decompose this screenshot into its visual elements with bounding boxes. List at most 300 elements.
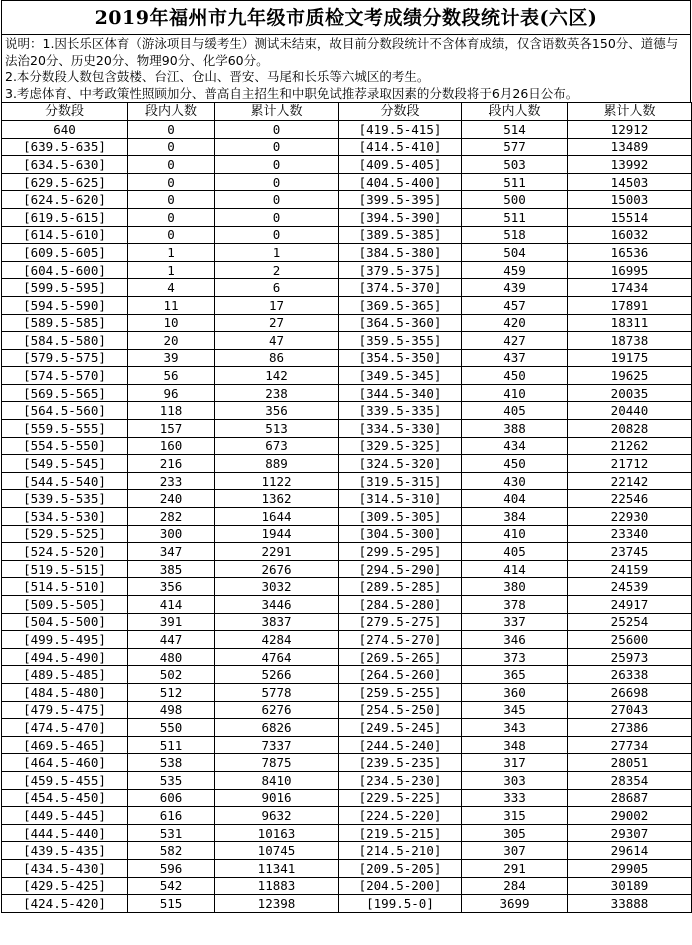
table-row [2,895,692,913]
cell-cumulative-right: 30189 [568,877,692,895]
cell-score-range-right: [284.5-280] [339,596,462,614]
cell-cumulative-left: 5778 [215,683,339,701]
cell-count-right: 439 [462,279,568,297]
header-cumulative-left: 累计人数 [215,103,339,121]
cell-cumulative-right: 15514 [568,208,692,226]
cell-count-left: 391 [128,613,215,631]
cell-cumulative-left: 0 [215,156,339,174]
cell-cumulative-left: 1122 [215,472,339,490]
cell-cumulative-right: 22546 [568,490,692,508]
cell-score-range-right: [394.5-390] [339,208,462,226]
cell-score-range-left: [494.5-490] [2,648,128,666]
cell-cumulative-right: 20035 [568,384,692,402]
table-row [2,138,692,156]
cell-count-right: 365 [462,666,568,684]
cell-score-range-right: [339.5-335] [339,402,462,420]
cell-cumulative-right: 21712 [568,455,692,473]
cell-count-left: 20 [128,332,215,350]
cell-count-left: 56 [128,367,215,385]
cell-cumulative-left: 9632 [215,807,339,825]
cell-count-right: 373 [462,648,568,666]
cell-score-range-right: [209.5-205] [339,859,462,877]
cell-cumulative-right: 20440 [568,402,692,420]
cell-cumulative-right: 29307 [568,824,692,842]
cell-cumulative-left: 0 [215,208,339,226]
cell-count-right: 337 [462,613,568,631]
cell-cumulative-right: 17434 [568,279,692,297]
cell-count-left: 160 [128,437,215,455]
cell-score-range-right: [229.5-225] [339,789,462,807]
cell-score-range-right: [329.5-325] [339,437,462,455]
cell-cumulative-right: 26698 [568,683,692,701]
cell-count-left: 216 [128,455,215,473]
cell-count-left: 535 [128,771,215,789]
cell-cumulative-left: 10745 [215,842,339,860]
cell-score-range-left: [624.5-620] [2,191,128,209]
cell-cumulative-left: 2 [215,261,339,279]
cell-score-range-left: [454.5-450] [2,789,128,807]
table-row [2,208,692,226]
cell-count-left: 96 [128,384,215,402]
header-cumulative-right: 累计人数 [568,103,692,121]
cell-score-range-right: [349.5-345] [339,367,462,385]
cell-count-left: 515 [128,895,215,913]
cell-score-range-left: [484.5-480] [2,683,128,701]
cell-cumulative-left: 4284 [215,631,339,649]
table-row [2,648,692,666]
table-row [2,613,692,631]
cell-count-right: 291 [462,859,568,877]
note-line: 2.本分数段人数包含鼓楼、台江、仓山、晋安、马尾和长乐等六城区的考生。 [5,69,430,85]
cell-score-range-left: [544.5-540] [2,472,128,490]
table-row [2,807,692,825]
cell-cumulative-left: 2291 [215,543,339,561]
cell-cumulative-left: 9016 [215,789,339,807]
cell-cumulative-left: 889 [215,455,339,473]
cell-score-range-right: [219.5-215] [339,824,462,842]
cell-score-range-right: [249.5-245] [339,719,462,737]
cell-count-left: 0 [128,191,215,209]
table-row [2,578,692,596]
cell-score-range-right: [309.5-305] [339,508,462,526]
cell-count-left: 1 [128,261,215,279]
cell-count-left: 511 [128,736,215,754]
cell-count-left: 240 [128,490,215,508]
cell-cumulative-left: 2676 [215,560,339,578]
cell-cumulative-left: 12398 [215,895,339,913]
table-row [2,824,692,842]
cell-count-right: 404 [462,490,568,508]
table-row [2,859,692,877]
cell-score-range-right: [279.5-275] [339,613,462,631]
cell-count-right: 3699 [462,895,568,913]
cell-score-range-left: [629.5-625] [2,173,128,191]
cell-score-range-right: [199.5-0] [339,895,462,913]
cell-count-right: 459 [462,261,568,279]
cell-score-range-right: [324.5-320] [339,455,462,473]
table-row [2,683,692,701]
cell-score-range-left: [504.5-500] [2,613,128,631]
cell-cumulative-left: 4764 [215,648,339,666]
cell-score-range-right: [269.5-265] [339,648,462,666]
cell-count-left: 1 [128,244,215,262]
cell-cumulative-right: 16536 [568,244,692,262]
cell-count-right: 343 [462,719,568,737]
cell-count-left: 606 [128,789,215,807]
cell-score-range-right: [389.5-385] [339,226,462,244]
table-row [2,719,692,737]
cell-score-range-left: [514.5-510] [2,578,128,596]
table-row [2,560,692,578]
table-row [2,437,692,455]
cell-cumulative-left: 6276 [215,701,339,719]
cell-score-range-left: [609.5-605] [2,244,128,262]
cell-score-range-right: [204.5-200] [339,877,462,895]
cell-count-right: 410 [462,384,568,402]
cell-count-right: 305 [462,824,568,842]
cell-count-right: 504 [462,244,568,262]
cell-count-right: 450 [462,367,568,385]
cell-score-range-right: [334.5-330] [339,420,462,438]
cell-cumulative-left: 3837 [215,613,339,631]
table-row [2,543,692,561]
cell-score-range-right: [419.5-415] [339,120,462,138]
cell-count-right: 427 [462,332,568,350]
cell-score-range-left: [434.5-430] [2,859,128,877]
cell-count-left: 39 [128,349,215,367]
page-title: 2019年福州市九年级市质检文考成绩分数段统计表(六区) [1,0,691,34]
note-line: 3.考虑体育、中考政策性照顾加分、普高自主招生和中职免试推荐录取因素的分数段将于6月26日公布。 [5,85,579,101]
cell-count-left: 10 [128,314,215,332]
cell-cumulative-right: 19625 [568,367,692,385]
cell-score-range-left: [614.5-610] [2,226,128,244]
table-row [2,244,692,262]
cell-cumulative-left: 86 [215,349,339,367]
cell-cumulative-right: 24917 [568,596,692,614]
cell-count-right: 500 [462,191,568,209]
cell-score-range-right: [384.5-380] [339,244,462,262]
cell-cumulative-right: 14503 [568,173,692,191]
header-count-left: 段内人数 [128,103,215,121]
cell-count-right: 457 [462,296,568,314]
cell-score-range-left: [584.5-580] [2,332,128,350]
cell-count-right: 345 [462,701,568,719]
cell-count-left: 502 [128,666,215,684]
cell-score-range-left: [464.5-460] [2,754,128,772]
cell-cumulative-right: 23745 [568,543,692,561]
table-row [2,508,692,526]
cell-count-right: 303 [462,771,568,789]
cell-cumulative-right: 23340 [568,525,692,543]
cell-count-left: 512 [128,683,215,701]
table-row [2,736,692,754]
cell-cumulative-left: 6826 [215,719,339,737]
cell-score-range-right: [244.5-240] [339,736,462,754]
cell-score-range-right: [299.5-295] [339,543,462,561]
cell-score-range-left: [459.5-455] [2,771,128,789]
cell-cumulative-left: 5266 [215,666,339,684]
cell-score-range-right: [274.5-270] [339,631,462,649]
cell-score-range-right: [354.5-350] [339,349,462,367]
cell-score-range-left: [549.5-545] [2,455,128,473]
cell-score-range-left: [534.5-530] [2,508,128,526]
cell-count-right: 405 [462,543,568,561]
cell-score-range-right: [364.5-360] [339,314,462,332]
cell-score-range-left: [539.5-535] [2,490,128,508]
table-row [2,367,692,385]
cell-cumulative-left: 17 [215,296,339,314]
cell-count-right: 333 [462,789,568,807]
cell-score-range-right: [369.5-365] [339,296,462,314]
table-row [2,490,692,508]
cell-cumulative-right: 16032 [568,226,692,244]
cell-cumulative-right: 25600 [568,631,692,649]
header-count-right: 段内人数 [462,103,568,121]
cell-score-range-right: [359.5-355] [339,332,462,350]
cell-score-range-left: [424.5-420] [2,895,128,913]
cell-cumulative-right: 27386 [568,719,692,737]
table-row [2,754,692,772]
cell-count-right: 430 [462,472,568,490]
cell-count-left: 0 [128,138,215,156]
cell-cumulative-right: 21262 [568,437,692,455]
cell-count-left: 596 [128,859,215,877]
cell-count-left: 0 [128,173,215,191]
cell-count-left: 498 [128,701,215,719]
cell-count-right: 284 [462,877,568,895]
table-row [2,402,692,420]
cell-cumulative-left: 238 [215,384,339,402]
cell-cumulative-right: 33888 [568,895,692,913]
cell-cumulative-right: 27734 [568,736,692,754]
notes-block [1,34,691,102]
cell-count-left: 233 [128,472,215,490]
cell-score-range-left: [429.5-425] [2,877,128,895]
table-row [2,261,692,279]
cell-score-range-left: [569.5-565] [2,384,128,402]
cell-cumulative-left: 1944 [215,525,339,543]
cell-count-right: 434 [462,437,568,455]
cell-count-right: 360 [462,683,568,701]
cell-count-left: 0 [128,156,215,174]
cell-count-right: 450 [462,455,568,473]
cell-score-range-right: [379.5-375] [339,261,462,279]
cell-cumulative-left: 10163 [215,824,339,842]
cell-count-left: 531 [128,824,215,842]
cell-score-range-left: [604.5-600] [2,261,128,279]
cell-score-range-left: [559.5-555] [2,420,128,438]
table-row [2,701,692,719]
cell-cumulative-right: 25973 [568,648,692,666]
cell-count-right: 577 [462,138,568,156]
cell-score-range-right: [289.5-285] [339,578,462,596]
cell-cumulative-right: 19175 [568,349,692,367]
cell-score-range-right: [254.5-250] [339,701,462,719]
cell-score-range-left: [474.5-470] [2,719,128,737]
cell-cumulative-left: 27 [215,314,339,332]
table-body [2,120,692,912]
cell-cumulative-right: 12912 [568,120,692,138]
cell-count-right: 346 [462,631,568,649]
score-table [1,102,692,912]
cell-count-left: 542 [128,877,215,895]
cell-score-range-right: [344.5-340] [339,384,462,402]
table-row [2,156,692,174]
table-row [2,472,692,490]
header-score-range-left: 分数段 [2,103,128,121]
cell-count-left: 356 [128,578,215,596]
cell-cumulative-right: 18311 [568,314,692,332]
cell-count-left: 0 [128,208,215,226]
cell-score-range-right: [414.5-410] [339,138,462,156]
cell-score-range-left: [589.5-585] [2,314,128,332]
cell-cumulative-right: 13489 [568,138,692,156]
cell-cumulative-right: 22142 [568,472,692,490]
cell-cumulative-left: 0 [215,191,339,209]
cell-cumulative-left: 1644 [215,508,339,526]
cell-cumulative-right: 28051 [568,754,692,772]
cell-score-range-left: [634.5-630] [2,156,128,174]
cell-cumulative-left: 6 [215,279,339,297]
cell-score-range-right: [304.5-300] [339,525,462,543]
cell-score-range-right: [409.5-405] [339,156,462,174]
cell-score-range-right: [399.5-395] [339,191,462,209]
cell-count-left: 0 [128,226,215,244]
table-row [2,120,692,138]
cell-cumulative-right: 24159 [568,560,692,578]
table-row [2,314,692,332]
cell-score-range-left: [579.5-575] [2,349,128,367]
cell-cumulative-right: 29002 [568,807,692,825]
table-row [2,525,692,543]
cell-score-range-right: [404.5-400] [339,173,462,191]
cell-score-range-left: [469.5-465] [2,736,128,754]
cell-cumulative-right: 28687 [568,789,692,807]
cell-cumulative-right: 20828 [568,420,692,438]
cell-score-range-left: [499.5-495] [2,631,128,649]
cell-count-right: 518 [462,226,568,244]
cell-cumulative-right: 16995 [568,261,692,279]
cell-count-left: 157 [128,420,215,438]
cell-cumulative-left: 0 [215,138,339,156]
table-row [2,842,692,860]
cell-cumulative-left: 7875 [215,754,339,772]
cell-count-right: 414 [462,560,568,578]
cell-count-left: 4 [128,279,215,297]
cell-cumulative-left: 0 [215,226,339,244]
cell-score-range-right: [239.5-235] [339,754,462,772]
cell-score-range-left: [449.5-445] [2,807,128,825]
cell-count-left: 582 [128,842,215,860]
cell-score-range-right: [374.5-370] [339,279,462,297]
header-score-range-right: 分数段 [339,103,462,121]
cell-score-range-right: [234.5-230] [339,771,462,789]
cell-score-range-left: [619.5-615] [2,208,128,226]
cell-cumulative-right: 24539 [568,578,692,596]
cell-count-left: 447 [128,631,215,649]
cell-score-range-left: [444.5-440] [2,824,128,842]
cell-cumulative-right: 17891 [568,296,692,314]
cell-score-range-left: [599.5-595] [2,279,128,297]
cell-count-left: 538 [128,754,215,772]
table-row [2,332,692,350]
cell-cumulative-left: 1362 [215,490,339,508]
table-row [2,455,692,473]
table-row [2,349,692,367]
cell-cumulative-left: 142 [215,367,339,385]
cell-cumulative-right: 29614 [568,842,692,860]
cell-score-range-right: [214.5-210] [339,842,462,860]
table-row [2,631,692,649]
cell-score-range-left: [639.5-635] [2,138,128,156]
cell-count-right: 348 [462,736,568,754]
cell-count-left: 118 [128,402,215,420]
table-row [2,384,692,402]
cell-cumulative-left: 3032 [215,578,339,596]
cell-cumulative-left: 3446 [215,596,339,614]
cell-score-range-left: [479.5-475] [2,701,128,719]
table-row [2,173,692,191]
cell-score-range-left: [564.5-560] [2,402,128,420]
table-row [2,596,692,614]
cell-score-range-right: [319.5-315] [339,472,462,490]
cell-score-range-left: [529.5-525] [2,525,128,543]
cell-cumulative-right: 25254 [568,613,692,631]
cell-score-range-left: [594.5-590] [2,296,128,314]
cell-cumulative-right: 22930 [568,508,692,526]
cell-cumulative-right: 27043 [568,701,692,719]
cell-count-right: 307 [462,842,568,860]
cell-cumulative-left: 8410 [215,771,339,789]
cell-count-left: 550 [128,719,215,737]
cell-cumulative-right: 15003 [568,191,692,209]
cell-cumulative-left: 11341 [215,859,339,877]
table-header-row [2,103,692,121]
cell-cumulative-left: 673 [215,437,339,455]
cell-count-left: 282 [128,508,215,526]
cell-count-left: 616 [128,807,215,825]
cell-cumulative-left: 356 [215,402,339,420]
cell-count-right: 388 [462,420,568,438]
cell-score-range-left: [574.5-570] [2,367,128,385]
table-row [2,279,692,297]
cell-count-right: 437 [462,349,568,367]
cell-cumulative-left: 1 [215,244,339,262]
cell-cumulative-right: 28354 [568,771,692,789]
table-row [2,226,692,244]
cell-score-range-left: [509.5-505] [2,596,128,614]
table-row [2,666,692,684]
table-row [2,789,692,807]
cell-score-range-right: [259.5-255] [339,683,462,701]
cell-count-left: 414 [128,596,215,614]
cell-cumulative-left: 7337 [215,736,339,754]
table-row [2,420,692,438]
cell-score-range-left: [519.5-515] [2,560,128,578]
cell-score-range-left: [489.5-485] [2,666,128,684]
cell-score-range-right: [294.5-290] [339,560,462,578]
cell-count-right: 315 [462,807,568,825]
score-distribution-sheet [1,0,691,913]
cell-cumulative-right: 13992 [568,156,692,174]
cell-count-right: 405 [462,402,568,420]
cell-count-left: 300 [128,525,215,543]
table-row [2,191,692,209]
cell-count-right: 410 [462,525,568,543]
cell-count-right: 514 [462,120,568,138]
cell-count-right: 378 [462,596,568,614]
cell-score-range-left: [554.5-550] [2,437,128,455]
